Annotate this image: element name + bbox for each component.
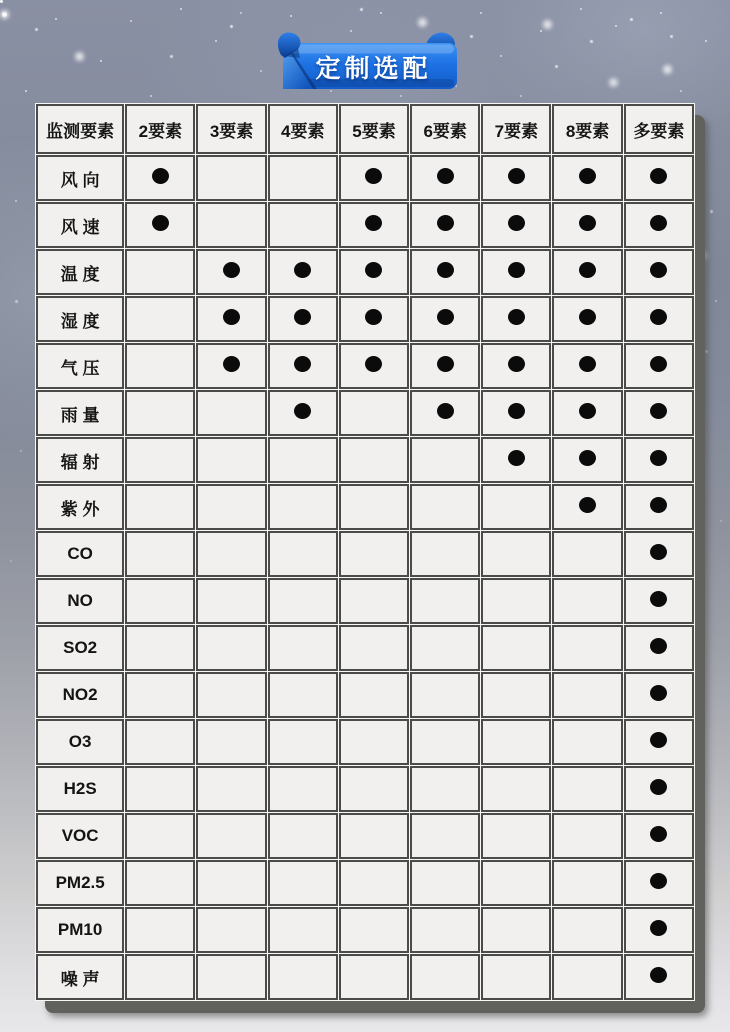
mark-cell — [481, 672, 551, 718]
row-label: 辐 射 — [36, 437, 124, 483]
mark-cell — [552, 860, 622, 906]
table-row — [36, 907, 694, 953]
table-row — [36, 719, 694, 765]
dot-icon — [508, 168, 525, 184]
dot-icon — [508, 215, 525, 231]
row-label: VOC — [36, 813, 124, 859]
mark-cell — [552, 484, 622, 530]
dot-icon — [650, 544, 667, 560]
mark-cell — [552, 766, 622, 812]
table-row — [36, 343, 694, 389]
dot-icon — [579, 450, 596, 466]
mark-cell — [481, 343, 551, 389]
mark-cell — [125, 625, 195, 671]
mark-cell — [481, 249, 551, 295]
mark-cell — [410, 860, 480, 906]
dot-icon — [152, 215, 169, 231]
dot-icon — [365, 168, 382, 184]
mark-cell — [125, 766, 195, 812]
mark-cell — [196, 625, 266, 671]
dot-icon — [650, 591, 667, 607]
mark-cell — [339, 860, 409, 906]
mark-cell — [481, 390, 551, 436]
row-label: 噪 声 — [36, 954, 124, 1000]
dot-icon — [650, 497, 667, 513]
header-config-2要素: 2要素 — [125, 104, 195, 154]
mark-cell — [410, 202, 480, 248]
mark-cell — [125, 249, 195, 295]
mark-cell — [339, 907, 409, 953]
dot-icon — [650, 262, 667, 278]
mark-cell — [410, 625, 480, 671]
header-config-5要素: 5要素 — [339, 104, 409, 154]
dot-icon — [294, 403, 311, 419]
mark-cell — [552, 390, 622, 436]
mark-cell — [125, 390, 195, 436]
header-monitored-elements: 监测要素 — [36, 104, 124, 154]
mark-cell — [339, 813, 409, 859]
mark-cell — [339, 390, 409, 436]
mark-cell — [624, 954, 694, 1000]
row-label: SO2 — [36, 625, 124, 671]
table-row — [36, 813, 694, 859]
mark-cell — [268, 860, 338, 906]
mark-cell — [410, 672, 480, 718]
row-label: O3 — [36, 719, 124, 765]
mark-cell — [339, 954, 409, 1000]
mark-cell — [481, 296, 551, 342]
dot-icon — [650, 215, 667, 231]
header-config-7要素: 7要素 — [481, 104, 551, 154]
row-label: NO2 — [36, 672, 124, 718]
mark-cell — [410, 531, 480, 577]
dot-icon — [437, 262, 454, 278]
config-table-wrap — [35, 103, 695, 1001]
mark-cell — [624, 155, 694, 201]
mark-cell — [196, 954, 266, 1000]
dot-icon — [579, 168, 596, 184]
mark-cell — [339, 249, 409, 295]
dot-icon — [437, 309, 454, 325]
mark-cell — [481, 202, 551, 248]
mark-cell — [481, 437, 551, 483]
dot-icon — [223, 356, 240, 372]
mark-cell — [624, 907, 694, 953]
mark-cell — [624, 860, 694, 906]
mark-cell — [125, 343, 195, 389]
mark-cell — [339, 766, 409, 812]
mark-cell — [339, 437, 409, 483]
mark-cell — [624, 484, 694, 530]
page-title: 定制选配 — [315, 55, 432, 83]
mark-cell — [125, 860, 195, 906]
dot-icon — [508, 403, 525, 419]
dot-icon — [294, 262, 311, 278]
mark-cell — [552, 954, 622, 1000]
mark-cell — [410, 296, 480, 342]
dot-icon — [437, 356, 454, 372]
mark-cell — [268, 578, 338, 624]
mark-cell — [410, 343, 480, 389]
mark-cell — [552, 343, 622, 389]
mark-cell — [196, 531, 266, 577]
mark-cell — [268, 296, 338, 342]
mark-cell — [410, 155, 480, 201]
mark-cell — [339, 719, 409, 765]
row-label: 雨 量 — [36, 390, 124, 436]
header-config-8要素: 8要素 — [552, 104, 622, 154]
dot-icon — [650, 779, 667, 795]
mark-cell — [624, 813, 694, 859]
mark-cell — [196, 672, 266, 718]
mark-cell — [125, 672, 195, 718]
mark-cell — [481, 954, 551, 1000]
mark-cell — [552, 907, 622, 953]
mark-cell — [552, 202, 622, 248]
mark-cell — [196, 249, 266, 295]
mark-cell — [125, 155, 195, 201]
mark-cell — [481, 531, 551, 577]
table-row — [36, 578, 694, 624]
mark-cell — [196, 390, 266, 436]
row-label: 温 度 — [36, 249, 124, 295]
dot-icon — [650, 826, 667, 842]
mark-cell — [339, 202, 409, 248]
dot-icon — [650, 873, 667, 889]
mark-cell — [339, 296, 409, 342]
mark-cell — [624, 202, 694, 248]
dot-icon — [650, 967, 667, 983]
dot-icon — [650, 309, 667, 325]
dot-icon — [437, 168, 454, 184]
table-row — [36, 155, 694, 201]
dot-icon — [437, 215, 454, 231]
table-row — [36, 766, 694, 812]
mark-cell — [125, 531, 195, 577]
mark-cell — [196, 437, 266, 483]
mark-cell — [481, 813, 551, 859]
mark-cell — [268, 625, 338, 671]
mark-cell — [196, 766, 266, 812]
dot-icon — [223, 262, 240, 278]
dot-icon — [152, 168, 169, 184]
mark-cell — [410, 437, 480, 483]
mark-cell — [268, 954, 338, 1000]
mark-cell — [196, 155, 266, 201]
dot-icon — [650, 168, 667, 184]
mark-cell — [268, 531, 338, 577]
table-row — [36, 954, 694, 1000]
table-row — [36, 672, 694, 718]
header-config-6要素: 6要素 — [410, 104, 480, 154]
mark-cell — [268, 249, 338, 295]
mark-cell — [125, 202, 195, 248]
dot-icon — [294, 356, 311, 372]
mark-cell — [410, 954, 480, 1000]
dot-icon — [223, 309, 240, 325]
mark-cell — [196, 860, 266, 906]
table-row — [36, 296, 694, 342]
mark-cell — [125, 437, 195, 483]
dot-icon — [579, 356, 596, 372]
dot-icon — [650, 403, 667, 419]
dot-icon — [579, 262, 596, 278]
mark-cell — [339, 578, 409, 624]
mark-cell — [196, 296, 266, 342]
mark-cell — [125, 907, 195, 953]
mark-cell — [481, 907, 551, 953]
dot-icon — [579, 309, 596, 325]
row-label: H2S — [36, 766, 124, 812]
table-row — [36, 531, 694, 577]
mark-cell — [624, 719, 694, 765]
mark-cell — [196, 719, 266, 765]
mark-cell — [624, 437, 694, 483]
mark-cell — [125, 719, 195, 765]
config-table — [35, 103, 695, 1001]
mark-cell — [268, 907, 338, 953]
mark-cell — [339, 343, 409, 389]
mark-cell — [339, 484, 409, 530]
mark-cell — [125, 813, 195, 859]
mark-cell — [410, 766, 480, 812]
title-ribbon — [276, 30, 460, 98]
row-label: PM10 — [36, 907, 124, 953]
mark-cell — [196, 813, 266, 859]
dot-icon — [650, 638, 667, 654]
mark-cell — [624, 296, 694, 342]
dot-icon — [650, 450, 667, 466]
mark-cell — [125, 484, 195, 530]
table-row — [36, 202, 694, 248]
header-row — [36, 104, 694, 154]
row-label: CO — [36, 531, 124, 577]
header-config-4要素: 4要素 — [268, 104, 338, 154]
mark-cell — [125, 954, 195, 1000]
dot-icon — [650, 356, 667, 372]
mark-cell — [624, 578, 694, 624]
dot-icon — [508, 450, 525, 466]
mark-cell — [410, 907, 480, 953]
dot-icon — [650, 685, 667, 701]
mark-cell — [196, 907, 266, 953]
table-row — [36, 437, 694, 483]
mark-cell — [481, 860, 551, 906]
mark-cell — [552, 813, 622, 859]
row-label: 紫 外 — [36, 484, 124, 530]
mark-cell — [624, 531, 694, 577]
mark-cell — [552, 719, 622, 765]
mark-cell — [552, 296, 622, 342]
mark-cell — [624, 390, 694, 436]
dot-icon — [437, 403, 454, 419]
mark-cell — [410, 249, 480, 295]
mark-cell — [339, 155, 409, 201]
mark-cell — [624, 672, 694, 718]
dot-icon — [508, 356, 525, 372]
table-row — [36, 860, 694, 906]
mark-cell — [339, 531, 409, 577]
mark-cell — [552, 155, 622, 201]
mark-cell — [624, 249, 694, 295]
mark-cell — [410, 719, 480, 765]
mark-cell — [481, 625, 551, 671]
mark-cell — [196, 578, 266, 624]
dot-icon — [508, 309, 525, 325]
dot-icon — [579, 215, 596, 231]
dot-icon — [650, 732, 667, 748]
dot-icon — [579, 497, 596, 513]
mark-cell — [410, 390, 480, 436]
mark-cell — [268, 484, 338, 530]
row-label: PM2.5 — [36, 860, 124, 906]
mark-cell — [481, 719, 551, 765]
header-config-多要素: 多要素 — [624, 104, 694, 154]
mark-cell — [125, 578, 195, 624]
mark-cell — [552, 672, 622, 718]
row-label: NO — [36, 578, 124, 624]
mark-cell — [268, 672, 338, 718]
mark-cell — [268, 343, 338, 389]
mark-cell — [552, 437, 622, 483]
mark-cell — [125, 296, 195, 342]
mark-cell — [481, 766, 551, 812]
row-label: 风 速 — [36, 202, 124, 248]
dot-icon — [365, 215, 382, 231]
mark-cell — [196, 202, 266, 248]
dot-icon — [365, 356, 382, 372]
table-row — [36, 249, 694, 295]
mark-cell — [339, 672, 409, 718]
header-config-3要素: 3要素 — [196, 104, 266, 154]
mark-cell — [481, 484, 551, 530]
table-row — [36, 484, 694, 530]
mark-cell — [268, 813, 338, 859]
mark-cell — [410, 484, 480, 530]
row-label: 湿 度 — [36, 296, 124, 342]
mark-cell — [268, 437, 338, 483]
dot-icon — [294, 309, 311, 325]
table-row — [36, 390, 694, 436]
mark-cell — [268, 202, 338, 248]
mark-cell — [552, 249, 622, 295]
mark-cell — [552, 578, 622, 624]
mark-cell — [624, 766, 694, 812]
dot-icon — [365, 262, 382, 278]
stars-medium — [0, 0, 3, 3]
dot-icon — [365, 309, 382, 325]
row-label: 气 压 — [36, 343, 124, 389]
mark-cell — [481, 155, 551, 201]
row-label: 风 向 — [36, 155, 124, 201]
mark-cell — [196, 484, 266, 530]
stars-glow — [2, 12, 7, 17]
mark-cell — [339, 625, 409, 671]
mark-cell — [410, 578, 480, 624]
mark-cell — [552, 531, 622, 577]
mark-cell — [624, 343, 694, 389]
mark-cell — [268, 719, 338, 765]
mark-cell — [268, 766, 338, 812]
mark-cell — [410, 813, 480, 859]
mark-cell — [552, 625, 622, 671]
mark-cell — [268, 390, 338, 436]
mark-cell — [268, 155, 338, 201]
dot-icon — [650, 920, 667, 936]
dot-icon — [508, 262, 525, 278]
mark-cell — [196, 343, 266, 389]
mark-cell — [624, 625, 694, 671]
dot-icon — [579, 403, 596, 419]
table-row — [36, 625, 694, 671]
mark-cell — [481, 578, 551, 624]
